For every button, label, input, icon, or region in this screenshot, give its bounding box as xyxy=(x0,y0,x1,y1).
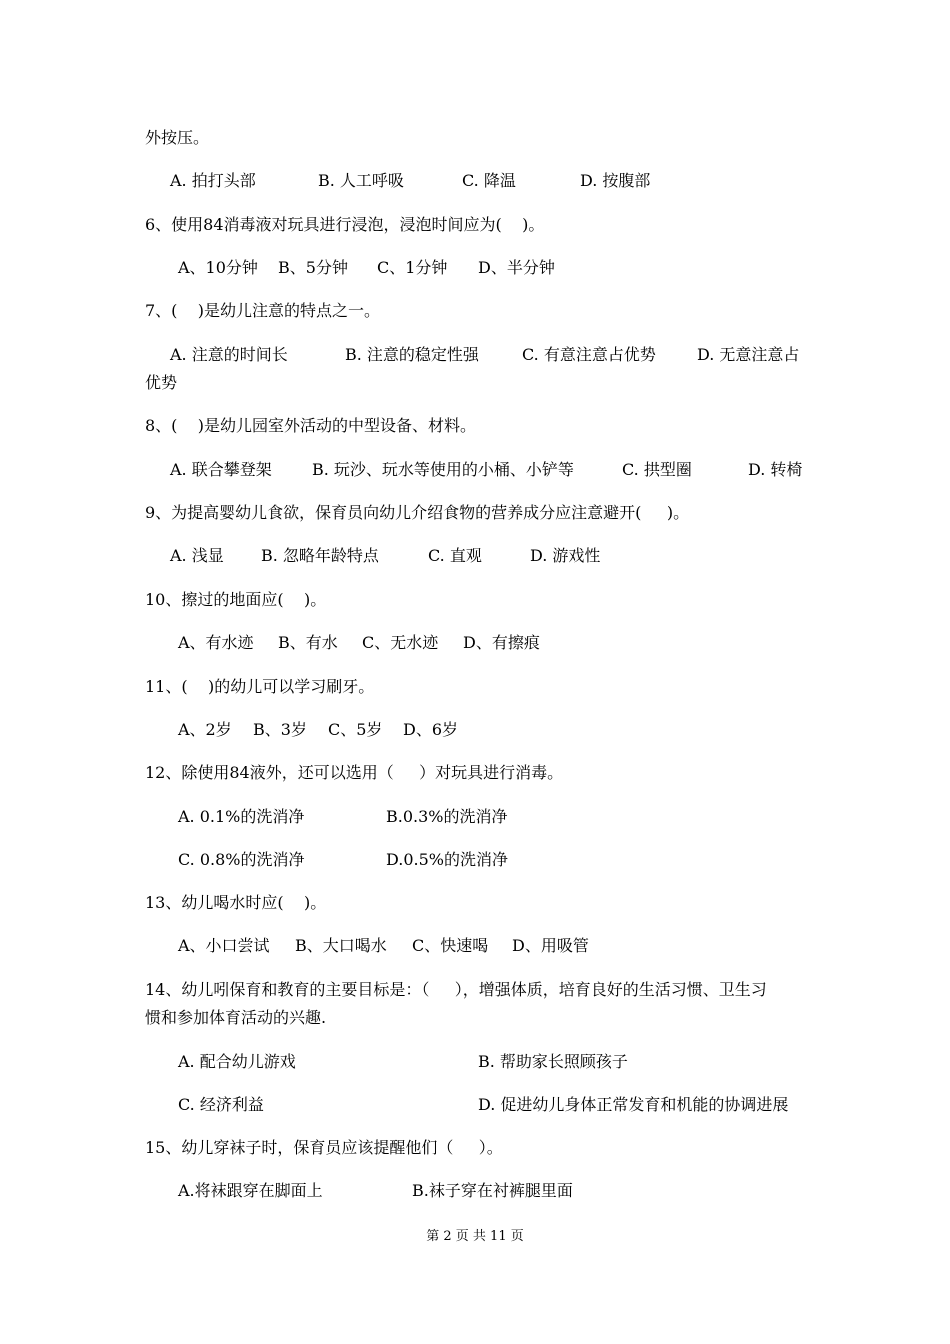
q14-stem-line2: 惯和参加体育活动的兴趣. xyxy=(145,1008,327,1027)
q11-option-b: B、3岁 xyxy=(253,720,307,739)
page-number-footer: 第 2 页 共 11 页 xyxy=(426,1229,524,1244)
q10-option-b: B、有水 xyxy=(278,633,338,652)
q12-stem: 12、除使用84液外，还可以选用（ ）对玩具进行消毒。 xyxy=(145,763,564,782)
q6-stem: 6、使用84消毒液对玩具进行浸泡，浸泡时间应为( )。 xyxy=(145,215,545,234)
q14-option-c: C. 经济利益 xyxy=(178,1095,264,1114)
q9-option-c: C. 直观 xyxy=(428,546,482,565)
q9-stem: 9、为提高婴幼儿食欲，保育员向幼儿介绍食物的营养成分应注意避开( )。 xyxy=(145,503,690,522)
q12-option-c: C. 0.8%的洗消净 xyxy=(178,850,305,869)
q8-option-d: D. 转椅 xyxy=(748,460,803,479)
q9-option-d: D. 游戏性 xyxy=(530,546,601,565)
q5-option-b: B. 人工呼吸 xyxy=(318,171,404,190)
q9-option-a: A. 浅显 xyxy=(170,546,224,565)
q15-option-a: A.将袜跟穿在脚面上 xyxy=(178,1181,323,1200)
q7-option-c: C. 有意注意占优势 xyxy=(522,345,656,364)
q11-option-a: A、2岁 xyxy=(178,720,232,739)
q7-option-b: B. 注意的稳定性强 xyxy=(345,345,479,364)
q6-option-d: D、半分钟 xyxy=(478,258,555,277)
q14-option-b: B. 帮助家长照顾孩子 xyxy=(478,1052,628,1071)
q14-stem-line1: 14、幼儿吲保育和教育的主要目标是：（ ），增强体质，培育良好的生活习惯、卫生习 xyxy=(145,980,767,999)
q12-option-d: D.0.5%的洗消净 xyxy=(386,850,508,869)
q5-option-d: D. 按腹部 xyxy=(580,171,651,190)
q6-option-a: A、10分钟 xyxy=(178,258,258,277)
q10-option-c: C、无水迹 xyxy=(362,633,439,652)
q15-option-b: B.袜子穿在衬裤腿里面 xyxy=(412,1181,573,1200)
q13-option-b: B、大口喝水 xyxy=(295,936,387,955)
q5-option-c: C. 降温 xyxy=(462,171,516,190)
q15-stem: 15、幼儿穿袜子时，保育员应该提醒他们（ ）。 xyxy=(145,1138,503,1157)
q8-option-b: B. 玩沙、玩水等使用的小桶、小铲等 xyxy=(312,460,574,479)
q7-option-d: D. 无意注意占 xyxy=(697,345,800,364)
q7-option-d-wrap: 优势 xyxy=(145,373,178,392)
q13-option-c: C、快速喝 xyxy=(412,936,489,955)
q11-option-d: D、6岁 xyxy=(403,720,459,739)
q6-option-c: C、1分钟 xyxy=(377,258,448,277)
q7-option-a: A. 注意的时间长 xyxy=(170,345,288,364)
q13-option-d: D、用吸管 xyxy=(512,936,589,955)
q7-stem: 7、( )是幼儿注意的特点之一。 xyxy=(145,301,381,320)
q11-stem: 11、( )的幼儿可以学习刷牙。 xyxy=(145,677,375,696)
q14-option-a: A. 配合幼儿游戏 xyxy=(178,1052,296,1071)
q5-option-a: A. 拍打头部 xyxy=(170,171,256,190)
q10-option-d: D、有擦痕 xyxy=(463,633,540,652)
q12-option-a: A. 0.1%的洗消净 xyxy=(178,807,305,826)
q8-option-c: C. 拱型圈 xyxy=(622,460,692,479)
q8-option-a: A. 联合攀登架 xyxy=(170,460,272,479)
q5-tail: 外按压。 xyxy=(145,128,210,147)
q10-option-a: A、有水迹 xyxy=(178,633,254,652)
q9-option-b: B. 忽略年龄特点 xyxy=(261,546,379,565)
q6-option-b: B、5分钟 xyxy=(278,258,348,277)
q8-stem: 8、( )是幼儿园室外活动的中型设备、材料。 xyxy=(145,416,477,435)
q13-option-a: A、小口尝试 xyxy=(178,936,270,955)
q11-option-c: C、5岁 xyxy=(328,720,383,739)
q14-option-d: D. 促进幼儿身体正常发育和机能的协调进展 xyxy=(478,1095,789,1114)
q12-option-b: B.0.3%的洗消净 xyxy=(386,807,508,826)
q13-stem: 13、幼儿喝水时应( )。 xyxy=(145,893,327,912)
q10-stem: 10、擦过的地面应( )。 xyxy=(145,590,327,609)
